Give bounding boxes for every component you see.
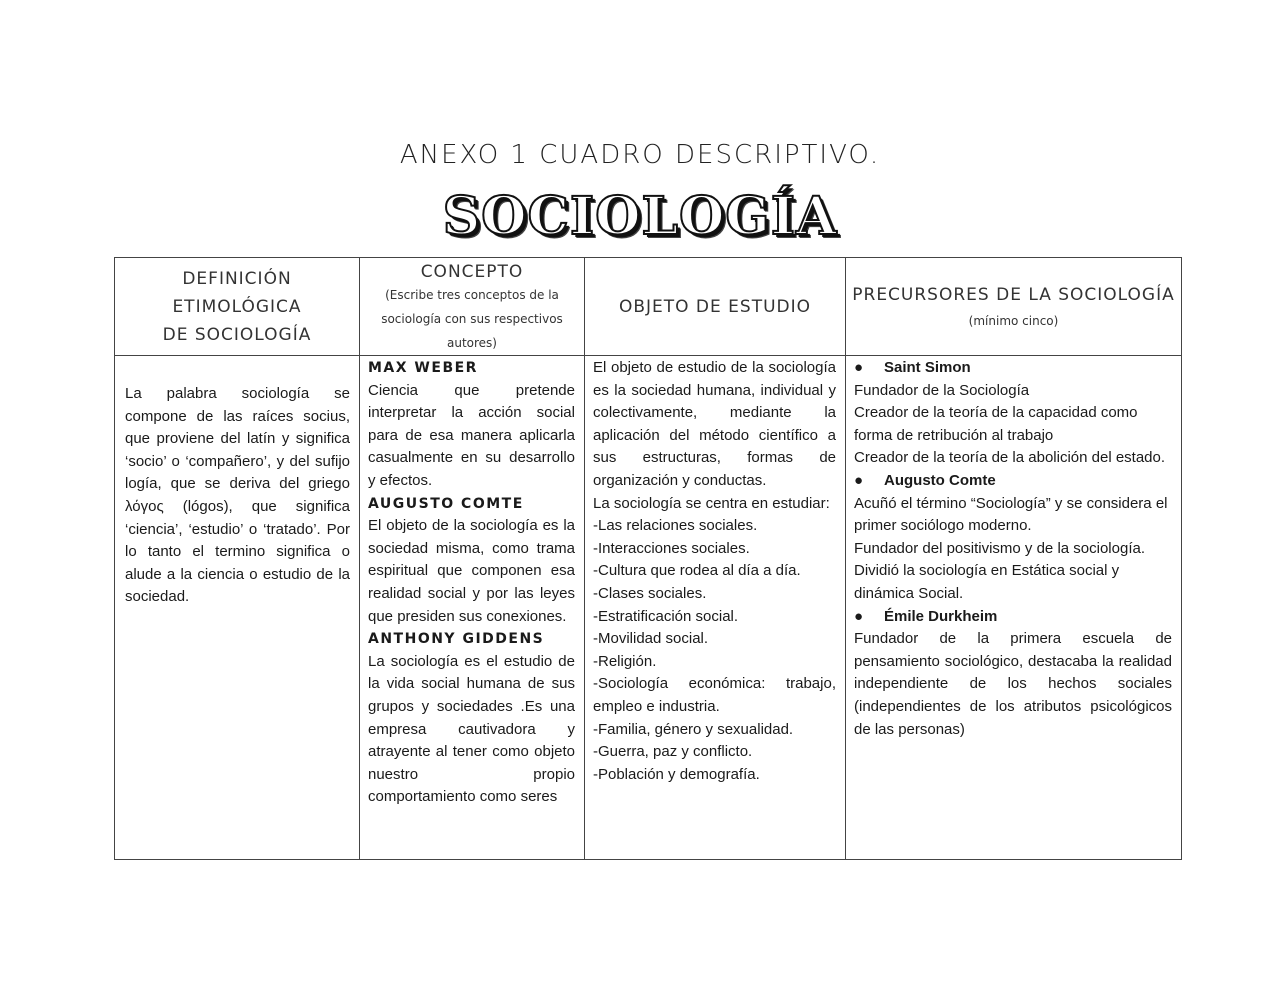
cell-conceptos	[360, 356, 585, 860]
objeto-item: -Religión.	[593, 652, 657, 670]
precursor-line: Fundador del positivismo y de la sociología.	[854, 539, 1145, 557]
objeto-item: -Sociología económica: trabajo, empleo e industria.	[593, 675, 836, 715]
objeto-item: -Las relaciones sociales.	[593, 517, 758, 535]
concept-text-giddens: La sociología es el estudio de la vida social humana de sus grupos y sociedades .Es una empresa cautivadora y atrayente al tener como objeto nuestro propio comportamiento como seres	[368, 652, 575, 806]
precursor-name-comte	[854, 470, 1172, 493]
objeto-intro: El objeto de estudio de la sociología es la sociedad humana, individual y colectivamente, mediante la aplicación del método científico a sus estructuras, formas de organización y conductas.	[593, 359, 836, 489]
table-header-row	[115, 258, 1182, 356]
cell-definicion	[115, 356, 360, 860]
concept-author-weber: MAX WEBER	[368, 360, 478, 376]
table-body-row	[115, 356, 1182, 860]
precursor-line: Dividió la sociología en Estática social y dinámica Social.	[854, 562, 1120, 602]
header-objeto	[585, 258, 846, 356]
precursor-line: Creador de la teoría de la abolición del estado.	[854, 449, 1166, 467]
objeto-item: -Cultura que rodea al día a día.	[593, 562, 801, 580]
header-precursores-note: (mínimo cinco)	[968, 313, 1059, 328]
header-definicion	[115, 258, 360, 356]
definicion-text: La palabra sociología se compone de las raíces socius, que proviene del latín y significa ‘socio’ o ‘compañero’, y del sufijo logía, que se deriva del griego λόγος (lógos), que significa ‘ciencia’, ‘estudio’ o ‘tratado’. Por lo tanto el termino significa o alude a la ciencia o estudio de la sociedad.	[125, 385, 350, 606]
objeto-lead: La sociología se centra en estudiar:	[593, 494, 830, 512]
precursor-line: Creador de la teoría de la capacidad como forma de retribución al trabajo	[854, 404, 1138, 444]
precursor-name-saint-simon	[854, 357, 1172, 380]
header-precursores	[846, 258, 1182, 356]
descriptive-table	[114, 257, 1182, 860]
bullet-icon: ●	[854, 607, 864, 625]
header-precursores-title: PRECURSORES DE LA SOCIOLOGÍA	[852, 284, 1175, 305]
concept-author-giddens: ANTHONY GIDDENS	[368, 631, 545, 648]
objeto-item: -Población y demografía.	[593, 765, 760, 783]
precursor-name-text: Saint Simon	[884, 359, 971, 376]
header-concepto-note-3: autores)	[447, 335, 497, 350]
concept-text-weber: Ciencia que pretende interpretar la acción social para de esa manera aplicarla casualmente en su desarrollo y efectos.	[368, 381, 575, 489]
header-concepto	[360, 258, 585, 356]
header-concepto-note-2: sociología con sus respectivos	[381, 311, 563, 326]
precursor-line: Acuñó el término “Sociología” y se considera el primer sociólogo moderno.	[854, 494, 1168, 535]
precursor-line: Fundador de la Sociología	[854, 381, 1030, 399]
precursor-name-text: Émile Durkheim	[884, 607, 998, 625]
bullet-icon: ●	[854, 359, 864, 376]
precursor-name-text: Augusto Comte	[884, 471, 996, 489]
objeto-item: -Movilidad social.	[593, 630, 709, 648]
header-definicion-line-1: DEFINICIÓN ETIMOLÓGICA	[172, 268, 302, 317]
header-concepto-note-1: (Escribe tres conceptos de la	[385, 287, 559, 302]
header-concepto-title: CONCEPTO	[420, 261, 524, 282]
bullet-icon: ●	[854, 471, 864, 489]
cell-precursores	[846, 356, 1182, 860]
concept-text-comte: El objeto de la sociología es la sociedad misma, como trama espiritual que componen esa realidad social y por las leyes que presiden sus conexiones.	[368, 517, 575, 625]
precursor-name-durkheim	[854, 606, 1172, 629]
document-subtitle: ANEXO 1 CUADRO DESCRIPTIVO.	[399, 140, 881, 170]
header-objeto-label: OBJETO DE ESTUDIO	[618, 296, 812, 317]
precursor-line: Fundador de la primera escuela de pensamiento sociológico, destacaba la realidad independiente de los hechos sociales (independientes de los atributos psicológicos de las personas)	[854, 630, 1172, 738]
objeto-item: -Estratificación social.	[593, 607, 739, 625]
objeto-item: -Familia, género y sexualidad.	[593, 720, 794, 738]
cell-objeto	[585, 356, 846, 860]
document-title: SOCIOLOGÍA	[442, 186, 838, 247]
concept-author-comte: AUGUSTO COMTE	[368, 495, 524, 512]
objeto-item: -Clases sociales.	[593, 584, 707, 602]
header-definicion-line-2: DE SOCIOLOGÍA	[162, 324, 312, 345]
objeto-item: -Interacciones sociales.	[593, 539, 750, 557]
objeto-item: -Guerra, paz y conflicto.	[593, 743, 753, 761]
